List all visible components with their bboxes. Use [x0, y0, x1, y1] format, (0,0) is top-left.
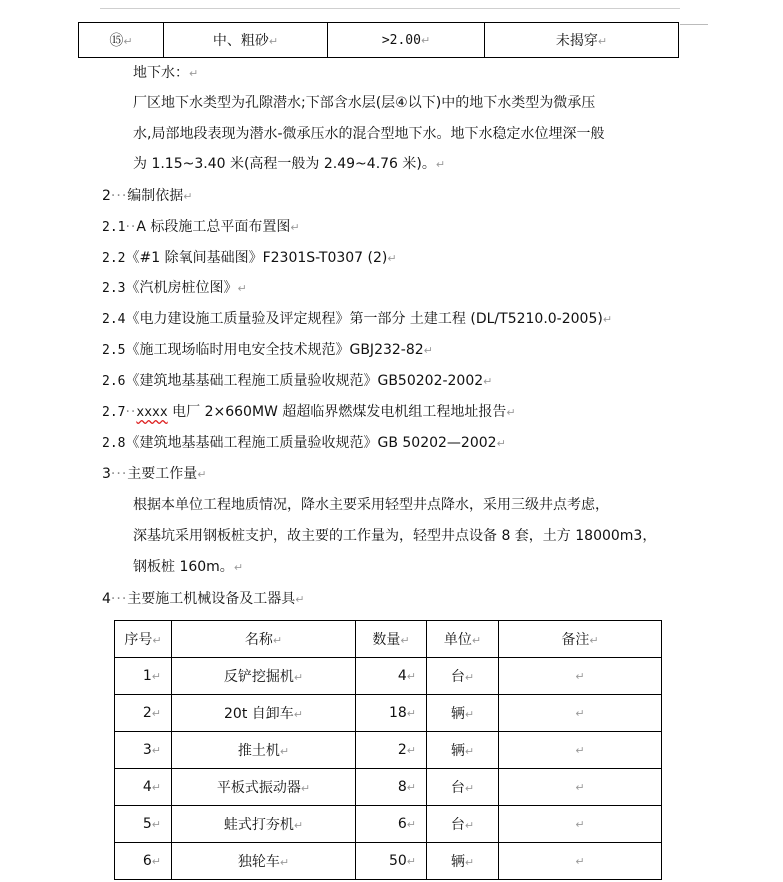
- row-note: ↵: [499, 658, 662, 695]
- section-4-heading: 4···主要施工机械设备及工器具↵: [102, 591, 305, 607]
- row-unit: 台↵: [427, 769, 499, 806]
- groundwater-line-2: 水,局部地段表现为潜水-微承压水的混合型地下水。地下水稳定水位埋深一般: [133, 126, 605, 142]
- groundwater-heading: 地下水：↵: [133, 65, 199, 81]
- table-row: [79, 23, 679, 58]
- table-header-row: [115, 621, 662, 658]
- table-row: [115, 695, 662, 732]
- equipment-table: [114, 620, 662, 880]
- row-note: ↵: [499, 769, 662, 806]
- row-name: 20t 自卸车↵: [172, 695, 356, 732]
- header-no: 序号↵: [115, 621, 172, 658]
- row-no: 3↵: [115, 732, 172, 769]
- ref-item-2-5: 2.5《施工现场临时用电安全技术规范》GBJ232-82↵: [102, 342, 433, 358]
- ref-item-2-3: 2.3《汽机房桩位图》↵: [102, 280, 247, 296]
- row-note: ↵: [499, 732, 662, 769]
- row-unit: 辆↵: [427, 843, 499, 880]
- table-row: [115, 806, 662, 843]
- top-page-edge: [100, 0, 680, 9]
- section-3-heading: 3···主要工作量↵: [102, 466, 207, 482]
- row-unit: 辆↵: [427, 732, 499, 769]
- header-qty: 数量↵: [356, 621, 427, 658]
- row-unit: 台↵: [427, 806, 499, 843]
- header-unit: 单位↵: [427, 621, 499, 658]
- strata-no: ⑮↵: [79, 23, 164, 58]
- header-name: 名称↵: [172, 621, 356, 658]
- ref-item-2-6: 2.6《建筑地基基础工程施工质量验收规范》GB50202-2002↵: [102, 373, 493, 389]
- row-qty: 6↵: [356, 806, 427, 843]
- row-qty: 4↵: [356, 658, 427, 695]
- row-qty: 50↵: [356, 843, 427, 880]
- groundwater-line-1: 厂区地下水类型为孔隙潜水;下部含水层(层④以下)中的地下水类型为微承压: [133, 95, 596, 111]
- ref-item-2-7: 2.7··xxxx 电厂 2×660MW 超超临界燃煤发电机组工程地址报告↵: [102, 404, 516, 420]
- ref-item-2-1: 2.1··A 标段施工总平面布置图↵: [102, 219, 300, 235]
- groundwater-line-3: 为 1.15~3.40 米(高程一般为 2.49~4.76 米)。↵: [133, 156, 446, 172]
- strata-soil: 中、粗砂↵: [164, 23, 328, 58]
- row-name: 独轮车↵: [172, 843, 356, 880]
- row-no: 5↵: [115, 806, 172, 843]
- row-unit: 台↵: [427, 658, 499, 695]
- row-name: 蛙式打夯机↵: [172, 806, 356, 843]
- ref-item-2-2: 2.2《#1 除氧间基础图》F2301S-T0307 (2)↵: [102, 250, 397, 266]
- row-qty: 2↵: [356, 732, 427, 769]
- table-row: [115, 769, 662, 806]
- section-2-heading: 2···编制依据↵: [102, 188, 193, 204]
- row-name: 反铲挖掘机↵: [172, 658, 356, 695]
- row-note: ↵: [499, 843, 662, 880]
- table-row: [115, 732, 662, 769]
- row-note: ↵: [499, 806, 662, 843]
- row-name: 平板式振动器↵: [172, 769, 356, 806]
- top-right-line: [680, 24, 708, 25]
- row-qty: 18↵: [356, 695, 427, 732]
- row-unit: 辆↵: [427, 695, 499, 732]
- row-no: 6↵: [115, 843, 172, 880]
- strata-depth: >2.00↵: [328, 23, 485, 58]
- workload-line-3: 钢板桩 160m。↵: [133, 559, 244, 575]
- ref-item-2-8: 2.8《建筑地基基础工程施工质量验收规范》GB 50202—2002↵: [102, 435, 506, 451]
- workload-line-1: 根据本单位工程地质情况，降水主要采用轻型井点降水，采用三级井点考虑，: [133, 497, 609, 513]
- row-note: ↵: [499, 695, 662, 732]
- row-qty: 8↵: [356, 769, 427, 806]
- strata-table: [78, 22, 679, 58]
- ref-item-2-4: 2.4《电力建设施工质量验及评定规程》第一部分 土建工程 (DL/T5210.0-2005)↵: [102, 311, 613, 327]
- table-row: [115, 843, 662, 880]
- row-no: 4↵: [115, 769, 172, 806]
- strata-status: 未揭穿↵: [485, 23, 679, 58]
- row-no: 1↵: [115, 658, 172, 695]
- header-note: 备注↵: [499, 621, 662, 658]
- row-no: 2↵: [115, 695, 172, 732]
- row-name: 推土机↵: [172, 732, 356, 769]
- table-row: [115, 658, 662, 695]
- workload-line-2: 深基坑采用钢板桩支护，故主要的工作量为，轻型井点设备 8 套，土方 18000m3，: [133, 528, 657, 544]
